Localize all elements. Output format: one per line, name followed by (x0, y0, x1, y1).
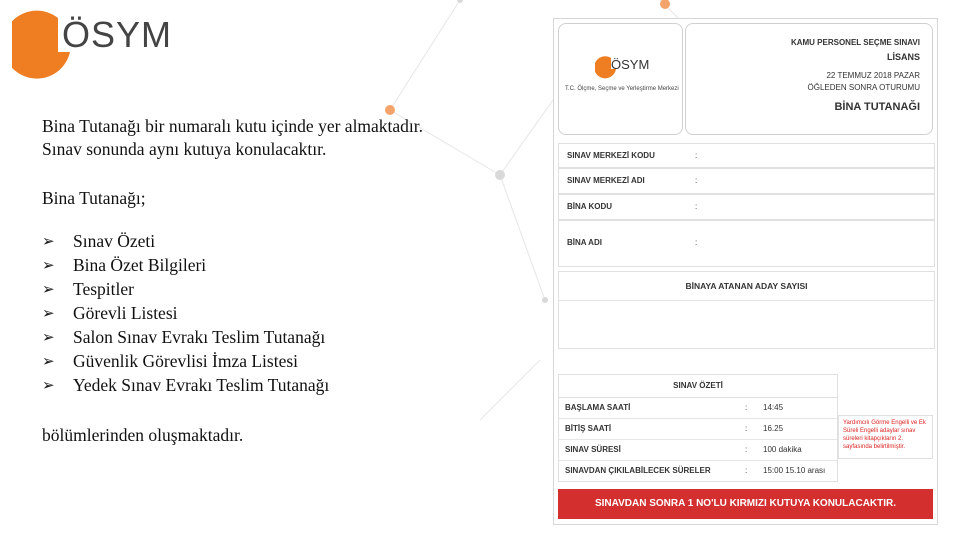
field-colon: : (695, 151, 698, 160)
summary-colon: : (745, 424, 748, 433)
form-subtitle: T.C. Ölçme, Seçme ve Yerleştirme Merkezi (565, 86, 679, 92)
list-item-label: Görevli Listesi (73, 303, 178, 323)
list-item (42, 229, 329, 253)
field-label: BİNA KODU (567, 202, 613, 211)
closing-text: bölümlerinden oluşmaktadır. (42, 425, 244, 445)
bina-tutanagi-form-image (553, 18, 938, 525)
intro-line-1: Bina Tutanağı bir numaralı kutu içinde yer almaktadır. (42, 116, 424, 136)
form-logo-text: ÖSYM (611, 57, 650, 72)
form-logo-box (558, 23, 683, 135)
list-item (42, 253, 329, 277)
arrow-bullet-icon: ➢ (42, 328, 55, 346)
summary-label: SINAV SÜRESİ (565, 445, 621, 454)
exam-date: 22 TEMMUZ 2018 PAZAR (826, 71, 920, 80)
list-item-label: Yedek Sınav Evrakı Teslim Tutanağı (73, 375, 330, 395)
list-item (42, 325, 329, 349)
list-item (42, 373, 329, 397)
exam-summary-table (558, 374, 838, 482)
summary-label: BAŞLAMA SAATİ (565, 403, 631, 412)
form-header (685, 23, 933, 135)
list-item-label: Bina Özet Bilgileri (73, 255, 207, 275)
field-colon: : (695, 202, 698, 211)
arrow-bullet-icon: ➢ (42, 376, 55, 394)
divider (559, 300, 934, 301)
red-box-instruction-bar: SINAVDAN SONRA 1 NO'LU KIRMIZI KUTUYA KONULACAKTIR. (558, 489, 933, 519)
form-osym-logo (595, 54, 655, 84)
section-heading: Bina Tutanağı; (42, 188, 146, 208)
summary-value: 14:45 (763, 403, 784, 412)
summary-colon: : (745, 403, 748, 412)
table-row (559, 419, 837, 440)
field-row (558, 143, 935, 169)
assigned-candidates-box (558, 271, 935, 349)
arrow-bullet-icon: ➢ (42, 232, 55, 250)
arrow-bullet-icon: ➢ (42, 280, 55, 298)
list-item (42, 277, 329, 301)
sections-list (42, 229, 329, 397)
field-row (558, 167, 935, 195)
summary-value: 16.25 (763, 424, 784, 433)
arrow-bullet-icon: ➢ (42, 352, 55, 370)
assigned-candidates-title: BİNAYA ATANAN ADAY SAYISI (685, 281, 808, 291)
field-row (558, 219, 935, 267)
field-label: SINAV MERKEZİ ADI (567, 176, 645, 185)
summary-title: SINAV ÖZETİ (559, 375, 837, 398)
field-colon: : (695, 176, 698, 185)
table-row (559, 398, 837, 419)
summary-value: 15:00 15.10 arası (763, 466, 826, 475)
field-colon: : (695, 238, 698, 247)
summary-colon: : (745, 466, 748, 475)
table-row (559, 461, 837, 481)
arrow-bullet-icon: ➢ (42, 304, 55, 322)
summary-colon: : (745, 445, 748, 454)
summary-value: 100 dakika (763, 445, 802, 454)
list-item (42, 349, 329, 373)
exam-session: ÖĞLEDEN SONRA OTURUMU (807, 83, 920, 92)
intro-text (42, 115, 532, 161)
document-title: BİNA TUTANAĞI (834, 101, 920, 113)
field-label: BİNA ADI (567, 238, 602, 247)
field-row (558, 193, 935, 221)
table-row (559, 440, 837, 461)
field-label: SINAV MERKEZİ KODU (567, 151, 655, 160)
list-item-label: Güvenlik Görevlisi İmza Listesi (73, 351, 299, 371)
osym-logo (12, 6, 182, 88)
osym-logo-text: ÖSYM (62, 14, 173, 55)
disabled-candidates-note: Yardımcılı Görme Engelli ve Ek Süreli Engelli adaylar sınav süreleri kitapçıkların 2. sayfasında belirtilmiştir. (838, 415, 933, 459)
intro-line-2: Sınav sonunda aynı kutuya konulacaktır. (42, 139, 327, 159)
list-item (42, 301, 329, 325)
list-item-label: Sınav Özeti (73, 231, 156, 251)
list-item-label: Salon Sınav Evrakı Teslim Tutanağı (73, 327, 326, 347)
summary-label: SINAVDAN ÇIKILABİLECEK SÜRELER (565, 466, 711, 475)
arrow-bullet-icon: ➢ (42, 256, 55, 274)
exam-level: LİSANS (886, 52, 920, 62)
list-item-label: Tespitler (73, 279, 134, 299)
exam-name: KAMU PERSONEL SEÇME SINAVI (790, 38, 920, 47)
summary-label: BİTİŞ SAATİ (565, 424, 612, 433)
